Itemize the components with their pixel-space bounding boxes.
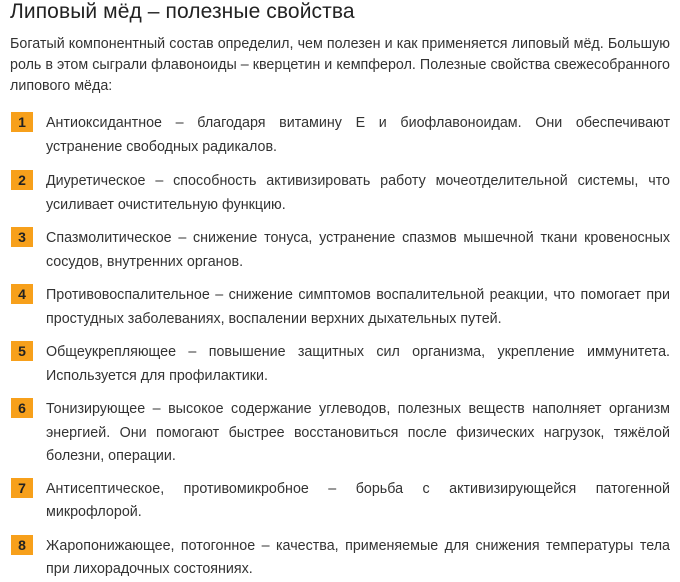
number-badge: 5	[11, 341, 33, 361]
article	[10, 0, 670, 582]
list-item	[10, 341, 670, 388]
list-item-text: Диуретическое – способность активизировать работу мочеотделительной системы, что усиливает очистительную функцию.	[46, 173, 670, 213]
list-item	[10, 478, 670, 525]
list-item	[10, 170, 670, 217]
number-badge: 2	[11, 170, 33, 190]
list-item	[10, 227, 670, 274]
list-item-text: Антиоксидантное – благодаря витамину Е и биофлавоноидам. Они обеспечивают устранение свободных радикалов.	[46, 115, 670, 155]
number-badge: 1	[11, 112, 33, 132]
number-badge: 4	[11, 284, 33, 304]
intro-paragraph: Богатый компонентный состав определил, чем полезен и как применяется липовый мёд. Большую роль в этом сыграли флавоноиды – кверцетин и кемпферол. Полезные свойства свежесобранного липового мёда:	[10, 36, 670, 94]
number-badge: 7	[11, 478, 33, 498]
number-badge: 8	[11, 535, 33, 555]
list-item	[10, 535, 670, 582]
number-badge: 3	[11, 227, 33, 247]
list-item-text: Антисептическое, противомикробное – борьба с активизирующейся патогенной микрофлорой.	[46, 480, 670, 520]
properties-list	[10, 112, 670, 582]
list-item-text: Жаропонижающее, потогонное – качества, применяемые для снижения температуры тела при лихорадочных состояниях.	[46, 537, 670, 577]
number-badge: 6	[11, 398, 33, 418]
page-title: Липовый мёд – полезные свойства	[10, 0, 355, 23]
list-item	[10, 112, 670, 159]
list-item-text: Спазмолитическое – снижение тонуса, устранение спазмов мышечной ткани кровеносных сосудов, внутренних органов.	[46, 230, 670, 270]
list-item-text: Тонизирующее – высокое содержание углеводов, полезных веществ наполняет организм энергией. Они помогают быстрее восстановиться после физических нагрузок, тяжёлой болезни, операции.	[46, 401, 670, 464]
list-item-text: Общеукрепляющее – повышение защитных сил организма, укрепление иммунитета. Используется для профилактики.	[46, 344, 670, 384]
list-item	[10, 284, 670, 331]
list-item-text: Противовоспалительное – снижение симптомов воспалительной реакции, что помогает при простудных заболеваниях, воспалении верхних дыхательных путей.	[46, 287, 670, 327]
list-item	[10, 398, 670, 469]
